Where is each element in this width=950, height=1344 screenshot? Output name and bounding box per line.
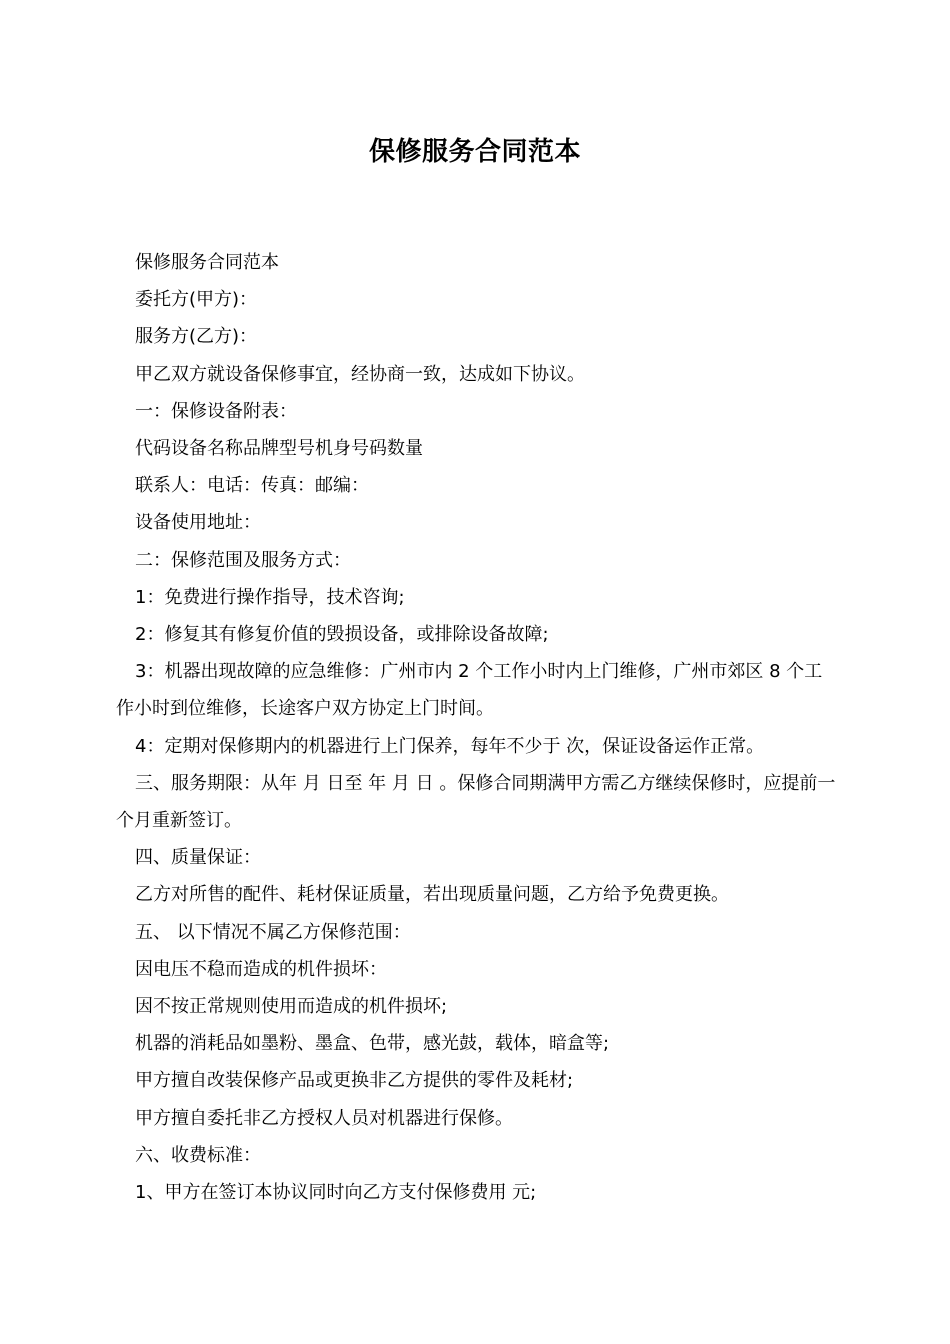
paragraph: 二：保修范围及服务方式： [135, 549, 351, 571]
paragraph: 机器的消耗品如墨粉、墨盒、色带，感光鼓，载体，暗盒等; [135, 1033, 610, 1055]
paragraph: 一：保修设备附表： [135, 400, 297, 422]
paragraph: 2：修复其有修复价值的毁损设备，或排除设备故障; [135, 624, 549, 646]
paragraph: 委托方(甲方)： [135, 289, 258, 311]
paragraph: 设备使用地址： [135, 512, 261, 534]
document-title: 保修服务合同范本 [368, 137, 581, 167]
document-body [116, 244, 840, 1211]
paragraph: 甲方擅自委托非乙方授权人员对机器进行保修。 [135, 1107, 513, 1129]
paragraph: 服务方(乙方)： [135, 326, 258, 348]
paragraph: 因电压不稳而造成的机件损坏： [135, 958, 387, 980]
paragraph: 4：定期对保修期内的机器进行上门保养，每年不少于 次，保证设备运作正常。 [135, 735, 765, 757]
paragraph: 六、收费标准： [135, 1144, 261, 1166]
paragraph: 1：免费进行操作指导，技术咨询; [135, 586, 405, 608]
paragraph: 3：机器出现故障的应急维修：广州市内 2 个工作小时内上门维修，广州市郊区 8 个工作小时到位维修，长途客户双方协定上门时间。 [116, 661, 823, 720]
paragraph: 乙方对所售的配件、耗材保证质量，若出现质量问题，乙方给予免费更换。 [135, 884, 729, 906]
paragraph: 1、甲方在签订本协议同时向乙方支付保修费用 元; [135, 1182, 537, 1204]
paragraph: 甲方擅自改装保修产品或更换非乙方提供的零件及耗材; [135, 1070, 574, 1092]
paragraph: 代码设备名称品牌型号机身号码数量 [135, 438, 423, 460]
paragraph: 保修服务合同范本 [135, 252, 279, 273]
paragraph: 甲乙双方就设备保修事宜，经协商一致，达成如下协议。 [135, 363, 585, 385]
paragraph: 三、服务期限：从年 月 日至 年 月 日 。保修合同期满甲方需乙方继续保修时，应提前一个月重新签订。 [116, 772, 836, 832]
paragraph: 四、质量保证： [135, 847, 261, 869]
paragraph: 因不按正常规则使用而造成的机件损坏; [135, 996, 448, 1018]
paragraph: 联系人：电话：传真：邮编： [135, 475, 369, 497]
paragraph: 五、 以下情况不属乙方保修范围： [135, 921, 411, 943]
